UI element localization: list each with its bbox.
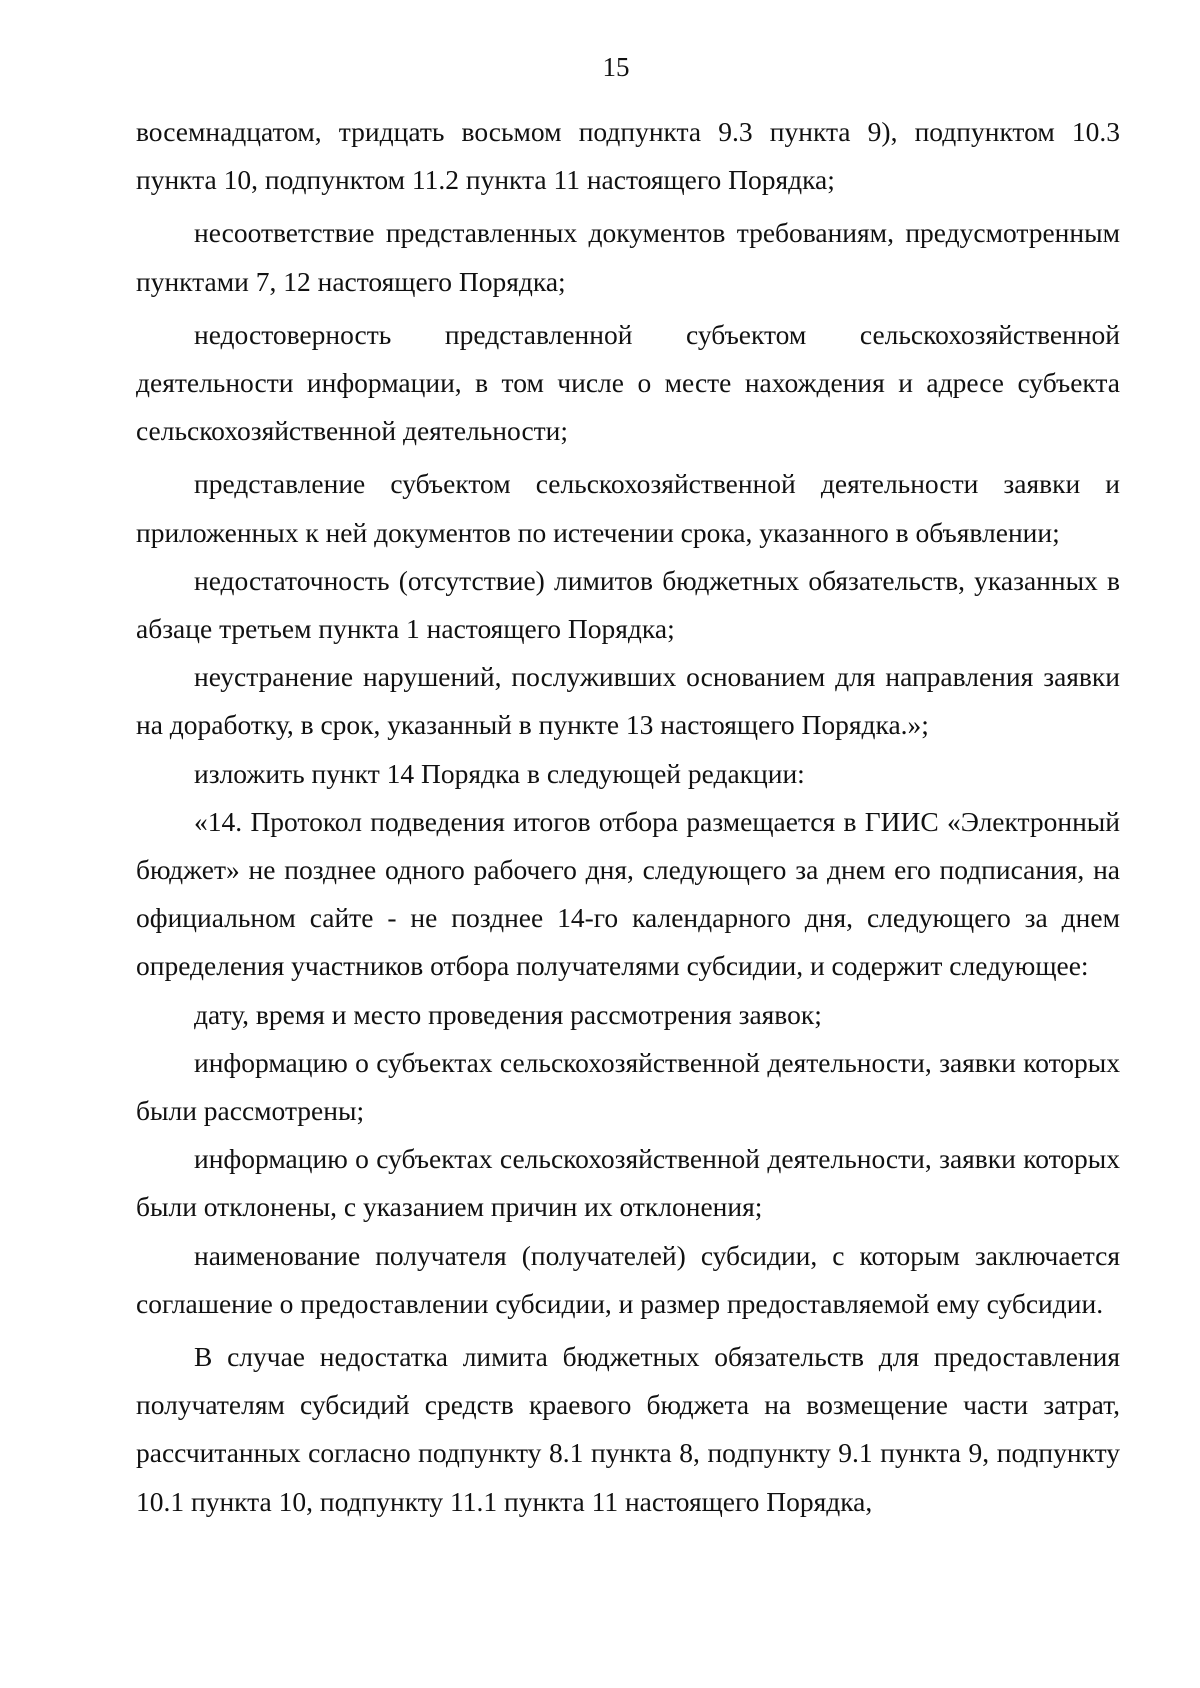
paragraph-uncorrected-violations: неустранение нарушений, послуживших основанием для направления заявки на доработку, в срок, указанный в пункте 13 настоящего Порядка.»; (136, 661, 1120, 741)
paragraph-info-rejected: информацию о субъектах сельскохозяйственной деятельности, заявки которых были отклонены, с указанием причин их отклонения; (136, 1143, 1120, 1223)
paragraph-continuation: восемнадцатом, тридцать восьмом подпункта 9.3 пункта 9), подпунктом 10.3 пункта 10, подпунктом 11.2 пункта 11 настоящего Порядка; (136, 116, 1120, 196)
paragraph-info-considered: информацию о субъектах сельскохозяйственной деятельности, заявки которых были рассмотрены; (136, 1046, 1120, 1127)
paragraph-recipient-name: наименование получателя (получателей) субсидии, с которым заключается соглашение о предоставлении субсидии, и размер предоставляемой ему субсидии. (136, 1239, 1120, 1319)
paragraph-unreliability: недостоверность представленной субъектом сельскохозяйственной деятельности информации, в том числе о месте нахождения и адресе субъекта сельскохозяйственной деятельности; (136, 318, 1120, 447)
document-body (136, 108, 1120, 1526)
paragraph-late-submission: представление субъектом сельскохозяйственной деятельности заявки и приложенных к ней документов по истечении срока, указанного в объявлении; (136, 468, 1120, 548)
paragraph-amend-point-14: изложить пункт 14 Порядка в следующей редакции: (194, 757, 805, 789)
paragraph-insufficient-limits: недостаточность (отсутствие) лимитов бюджетных обязательств, указанных в абзаце третьем пункта 1 настоящего Порядка; (136, 564, 1120, 645)
page-number: 15 (602, 52, 630, 82)
paragraph-nonconformity: несоответствие представленных документов требованиям, предусмотренным пунктами 7, 12 настоящего Порядка; (136, 217, 1120, 297)
paragraph-point-14-protocol: «14. Протокол подведения итогов отбора размещается в ГИИС «Электронный бюджет» не позднее одного рабочего дня, следующего за днем его подписания, на официальном сайте - не позднее 14-го календарного дня, следующего за днем определения участников отбора получателями субсидии, и содержит следующее: (136, 805, 1120, 982)
paragraph-limit-shortage: В случае недостатка лимита бюджетных обязательств для предоставления получателям субсидий средств краевого бюджета на возмещение части затрат, рассчитанных согласно подпункту 8.1 пункта 8, подпункту 9.1 пункта 9, подпункту 10.1 пункта 10, подпункту 11.1 пункта 11 настоящего Порядка, (136, 1341, 1120, 1517)
paragraph-date-time-place: дату, время и место проведения рассмотрения заявок; (194, 998, 822, 1030)
